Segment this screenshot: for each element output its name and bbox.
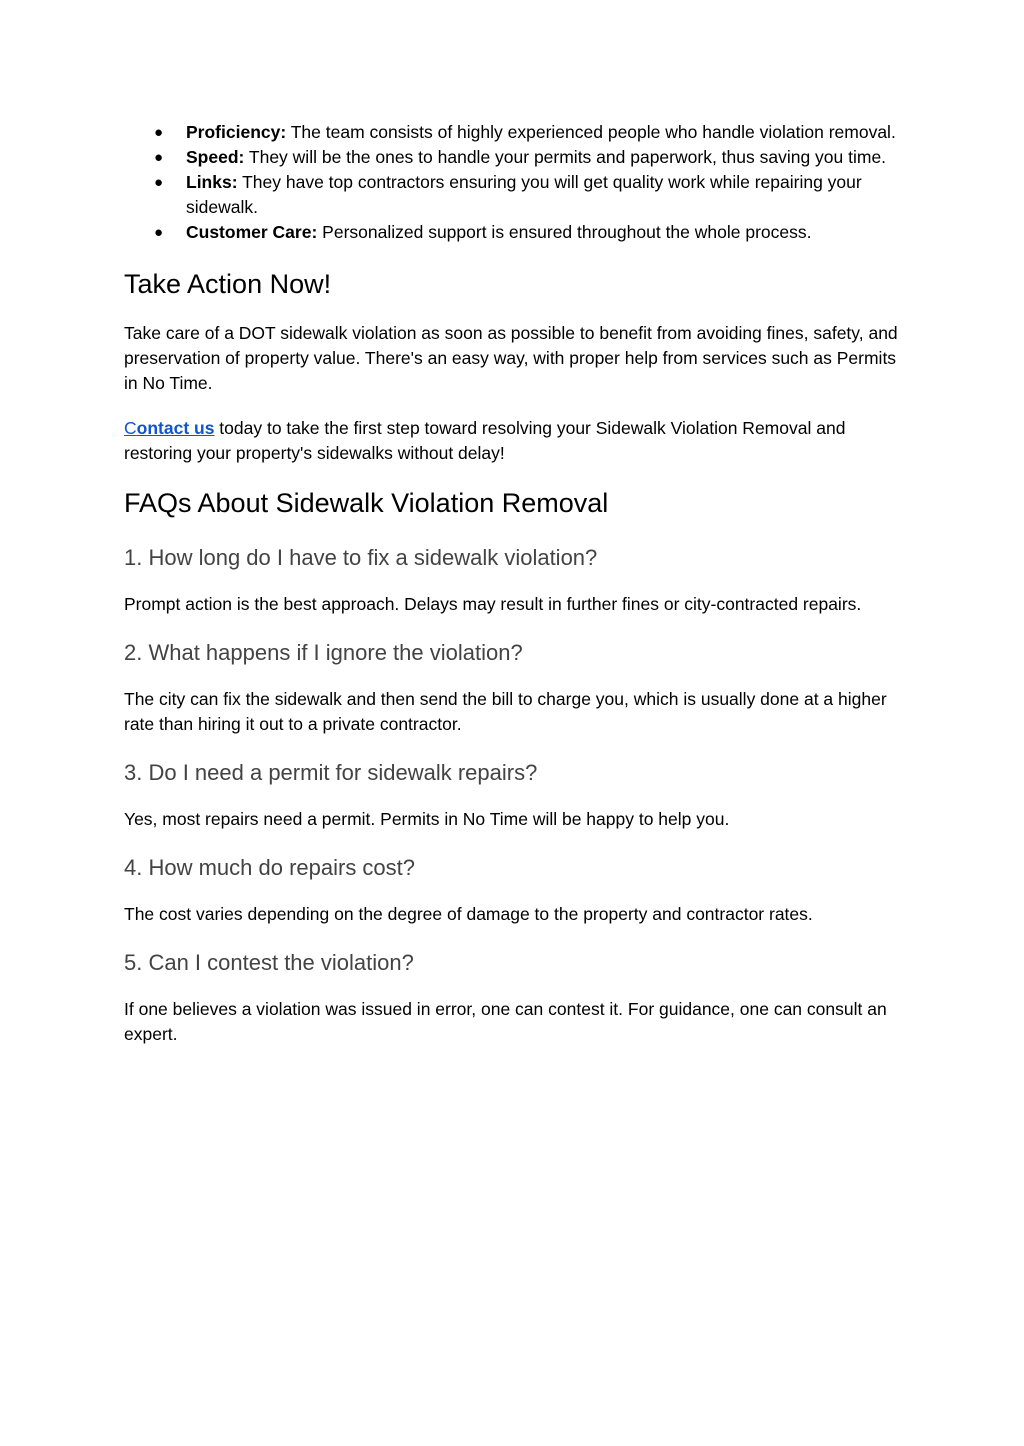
faq-answer: Prompt action is the best approach. Delays may result in further fines or city-contracted repairs. — [124, 594, 862, 614]
contact-paragraph — [124, 416, 900, 466]
faq-answer: The city can fix the sidewalk and then send the bill to charge you, which is usually done at a higher rate than hiring it out to a private contractor. — [124, 689, 887, 734]
faq-answer: If one believes a violation was issued in error, one can contest it. For guidance, one can consult an expert. — [124, 999, 887, 1044]
bullet-text: They have top contractors ensuring you will get quality work while repairing your sidewalk. — [186, 172, 862, 217]
faq-answer: The cost varies depending on the degree of damage to the property and contractor rates. — [124, 904, 813, 924]
take-action-paragraph: Take care of a DOT sidewalk violation as soon as possible to benefit from avoiding fines, safety, and preservation of property value. There's an easy way, with proper help from services such as Permits in No Time. — [124, 323, 898, 393]
faq-heading: FAQs About Sidewalk Violation Removal — [124, 488, 609, 518]
bullet-term: Speed: — [186, 147, 245, 167]
list-item — [124, 120, 900, 145]
document-page — [124, 120, 900, 1047]
take-action-heading: Take Action Now! — [124, 269, 332, 299]
list-item — [124, 145, 900, 170]
contact-link-rest: ontact us — [136, 418, 215, 438]
bullet-text: Personalized support is ensured throughout the whole process. — [317, 222, 812, 242]
bullet-icon: ● — [154, 124, 164, 141]
list-item — [124, 220, 900, 245]
faq-question: 2. What happens if I ignore the violation? — [124, 640, 523, 665]
bullet-icon: ● — [154, 174, 164, 191]
faq-question: 5. Can I contest the violation? — [124, 950, 414, 975]
contact-us-link[interactable] — [124, 418, 214, 438]
benefits-list — [124, 120, 900, 245]
bullet-text: They will be the ones to handle your permits and paperwork, thus saving you time. — [244, 147, 887, 167]
list-item — [124, 170, 900, 220]
bullet-icon: ● — [154, 224, 164, 241]
contact-paragraph-text: today to take the first step toward resolving your Sidewalk Violation Removal and restoring your property's sidewalks without delay! — [124, 418, 846, 463]
bullet-text: The team consists of highly experienced people who handle violation removal. — [286, 122, 896, 142]
bullet-term: Proficiency: — [186, 122, 287, 142]
bullet-term: Links: — [186, 172, 238, 192]
faq-question: 4. How much do repairs cost? — [124, 855, 416, 880]
contact-link-first-letter: C — [124, 418, 137, 438]
bullet-icon: ● — [154, 149, 164, 166]
faq-answer: Yes, most repairs need a permit. Permits in No Time will be happy to help you. — [124, 809, 730, 829]
faq-question: 3. Do I need a permit for sidewalk repairs? — [124, 760, 538, 785]
bullet-term: Customer Care: — [186, 222, 318, 242]
faq-question: 1. How long do I have to fix a sidewalk violation? — [124, 545, 598, 570]
